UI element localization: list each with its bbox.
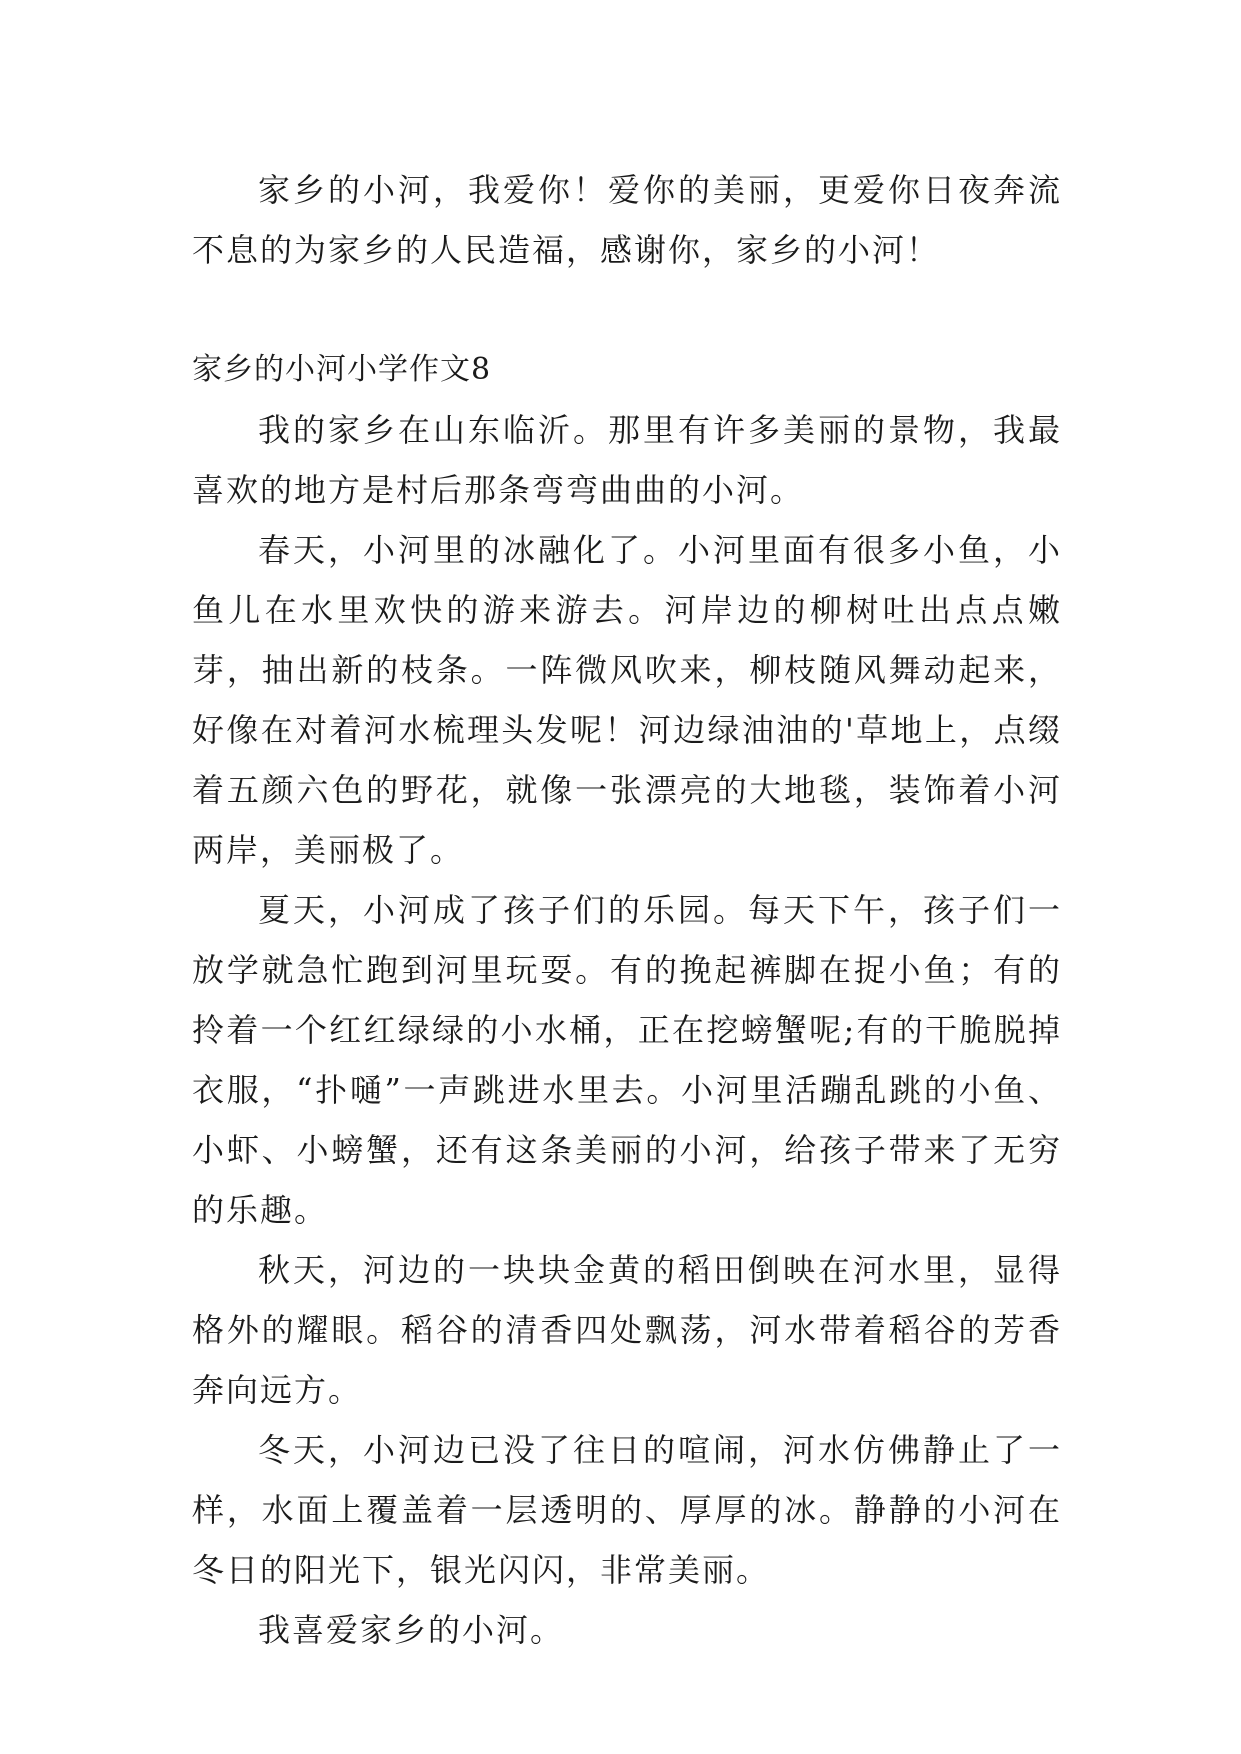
paragraph-autumn: 秋天，河边的一块块金黄的稻田倒映在河水里，显得格外的耀眼。稻谷的清香四处飘荡，河水带着稻谷的芳香奔向远方。 xyxy=(192,1251,1062,1409)
document-body xyxy=(192,160,1062,1660)
paragraph-spring: 春天，小河里的冰融化了。小河里面有很多小鱼，小鱼儿在水里欢快的游来游去。河岸边的柳树吐出点点嫩芽，抽出新的枝条。一阵微风吹来，柳枝随风舞动起来，好像在对着河水梳理头发呢！河边绿油油的'草地上，点缀着五颜六色的野花，就像一张漂亮的大地毯，装饰着小河两岸，美丽极了。 xyxy=(192,531,1062,869)
section-title: 家乡的小河小学作文8 xyxy=(192,352,492,387)
paragraph-winter: 冬天，小河边已没了往日的喧闹，河水仿佛静止了一样，水面上覆盖着一层透明的、厚厚的冰。静静的小河在冬日的阳光下，银光闪闪，非常美丽。 xyxy=(192,1431,1062,1589)
paragraph-gap xyxy=(192,280,1062,340)
intro-paragraph: 家乡的小河，我爱你！爱你的美丽，更爱你日夜奔流不息的为家乡的人民造福，感谢你，家乡的小河！ xyxy=(192,171,1062,269)
paragraph-summer: 夏天，小河成了孩子们的乐园。每天下午，孩子们一放学就急忙跑到河里玩耍。有的挽起裤脚在捉小鱼；有的拎着一个红红绿绿的小水桶，正在挖螃蟹呢;有的干脆脱掉衣服，“扑嗵”一声跳进水里去。小河里活蹦乱跳的小鱼、小虾、小螃蟹，还有这条美丽的小河，给孩子带来了无穷的乐趣。 xyxy=(192,891,1062,1229)
paragraph-closing: 我喜爱家乡的小河。 xyxy=(258,1611,565,1649)
paragraph-location: 我的家乡在山东临沂。那里有许多美丽的景物，我最喜欢的地方是村后那条弯弯曲曲的小河。 xyxy=(192,411,1062,509)
